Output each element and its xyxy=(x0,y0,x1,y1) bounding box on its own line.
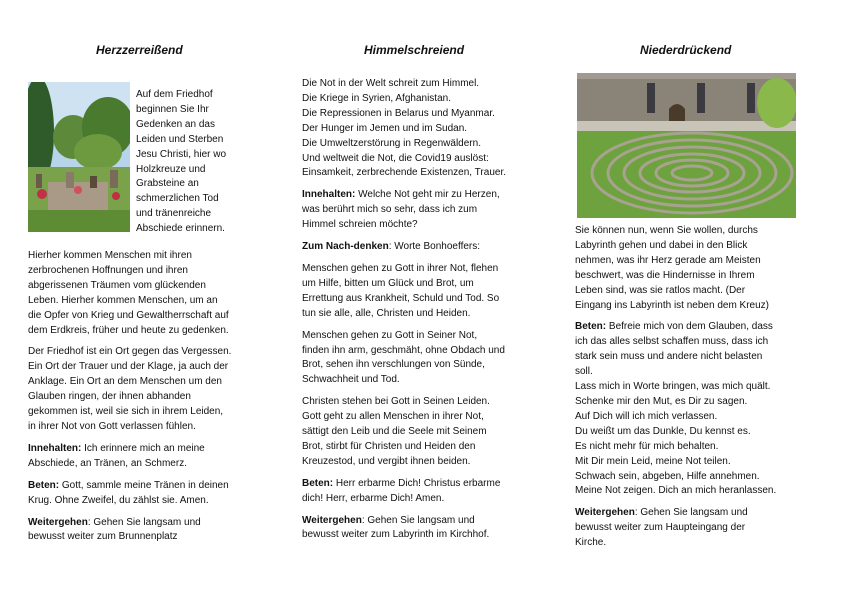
section-label: Weitergehen xyxy=(302,514,362,526)
text-line xyxy=(28,479,268,494)
text-line: Einsamkeit, zerbrechende Existenzen, Trauer. xyxy=(302,167,506,179)
paragraph xyxy=(302,188,547,233)
text-line: finden ihn arm, geschmäht, ohne Obdach und xyxy=(302,344,505,356)
text-span: Befreie mich von dem Glauben, dass xyxy=(606,321,773,333)
text-line xyxy=(575,320,805,335)
text-line xyxy=(302,477,547,492)
text-line: Und weltweit die Not, die Covid19 auslöst: xyxy=(302,152,489,164)
column-1-title: Herzzerreißend xyxy=(96,43,183,57)
text-line: um Hilfe, bitten um Glück und Brot, um xyxy=(302,277,474,289)
section-label: Zum Nach-denken xyxy=(302,241,389,253)
text-line: Sie können nun, wenn Sie wollen, durchs xyxy=(575,225,758,236)
paragraph xyxy=(28,249,268,338)
text-line: Die Umweltzerstörung in Regenwäldern. xyxy=(302,137,481,149)
text-line xyxy=(302,188,547,203)
text-line: Grabsteine an xyxy=(136,178,199,190)
paragraph xyxy=(28,479,268,509)
text-line: Gott geht zu allen Menschen in ihrer Not, xyxy=(302,411,484,423)
text-line: Schwach sein, abgeben, Hilfe annehmen. xyxy=(575,470,760,482)
column-2-title: Himmelschreiend xyxy=(364,43,465,57)
section-label: Innehalten: xyxy=(302,189,356,201)
text-line: nehmen, was ihr Herz gerade am Meisten xyxy=(575,254,761,266)
paragraph xyxy=(302,477,547,507)
text-line: Abschiede erinnern. xyxy=(136,223,225,235)
paragraph xyxy=(302,514,547,544)
text-line: Brot, sehen ihn verschlungen von Sünde, xyxy=(302,359,485,371)
text-span: : Worte Bonhoeffers: xyxy=(388,241,481,253)
paragraph xyxy=(28,345,268,434)
paragraph xyxy=(575,506,805,551)
text-span: Gott, sammle meine Tränen in deinen xyxy=(59,479,229,491)
text-line: Menschen gehen zu Gott in ihrer Not, flehen xyxy=(302,262,499,274)
text-line: die Opfer von Krieg und Gewaltherrschaft auf xyxy=(28,309,229,321)
text-line: Himmel schreien möchte? xyxy=(302,219,418,231)
section-label: Beten: xyxy=(302,477,334,489)
text-line: Leiden und Sterben xyxy=(136,133,224,145)
text-line xyxy=(302,514,547,529)
cemetery-intro xyxy=(136,88,226,237)
text-line: Auf Dich will ich mich verlassen. xyxy=(575,410,718,422)
text-line: Leben sind, was sie ratlos macht. (Der xyxy=(575,284,746,296)
text-line: schmerzlichen Tod xyxy=(136,193,219,205)
text-line: Ein Ort der Trauer und der Klage, ja auch der xyxy=(28,361,229,373)
text-line: Leben. Hierher kommen Menschen, um an xyxy=(28,294,218,306)
paragraph xyxy=(302,262,547,322)
text-line: Christen stehen bei Gott in Seinen Leiden. xyxy=(302,396,490,408)
text-line: bewusst weiter zum Labyrinth im Kirchhof. xyxy=(302,529,490,541)
text-line: Du weißt um das Dunkle, Du kennst es. xyxy=(575,425,751,437)
text-line: Schenke mir den Mut, es Dir zu sagen. xyxy=(575,395,748,407)
text-line xyxy=(28,442,268,457)
paragraph xyxy=(28,516,268,546)
text-line: in ihrer Not von Gott verlassen fühlen. xyxy=(28,420,196,432)
text-line: Hierher kommen Menschen mit ihren xyxy=(28,250,192,261)
text-line: tun sie alle, alle, Christen und Heiden. xyxy=(302,307,471,319)
labyrinth-photo xyxy=(577,73,796,218)
text-line: Die Repressionen in Belarus und Myanmar. xyxy=(302,107,495,119)
paragraph xyxy=(575,224,805,313)
text-span: : Gehen Sie langsam und xyxy=(361,514,475,526)
section-label: Weitergehen xyxy=(28,516,88,528)
column-3-title: Niederdrückend xyxy=(640,43,732,57)
text-line: soll. xyxy=(575,366,593,378)
text-line: Lass mich in Worte bringen, was mich quält. xyxy=(575,381,771,393)
section-label: Beten: xyxy=(575,321,607,333)
text-line: sättigt den Leib und die Seele mit Seinem xyxy=(302,426,487,438)
paragraph xyxy=(302,240,547,255)
text-line: Der Friedhof ist ein Ort gegen das Vergessen. xyxy=(28,346,232,358)
text-line: beginnen Sie Ihr xyxy=(136,103,209,115)
text-span: Herr erbarme Dich! Christus erbarme xyxy=(333,477,501,489)
text-line: Menschen gehen zu Gott in Seiner Not, xyxy=(302,329,478,341)
text-line: dich! Herr, erbarme Dich! Amen. xyxy=(302,492,445,504)
text-line: Es nicht mehr für mich behalten. xyxy=(575,440,719,452)
text-line: Labyrinth gehen und dabei in den Blick xyxy=(575,239,748,251)
text-line: Glauben ringen, der ihnen abhanden xyxy=(28,391,191,403)
text-line: ich das alles selbst schaffen muss, dass ich xyxy=(575,336,769,348)
text-span: Welche Not geht mir zu Herzen, xyxy=(355,189,500,201)
text-line: Schwachheit und Tod. xyxy=(302,374,400,386)
text-line: Holzkreuze und xyxy=(136,163,206,175)
text-line: bewusst weiter zum Brunnenplatz xyxy=(28,531,178,543)
paragraph xyxy=(302,77,547,181)
text-line: bewusst weiter zum Haupteingang der xyxy=(575,522,746,534)
section-label: Innehalten: xyxy=(28,442,82,454)
text-line: Jesu Christi, hier wo xyxy=(136,148,227,160)
text-line: Krug. Ohne Zweifel, du zählst sie. Amen. xyxy=(28,494,209,506)
text-line: gekommen ist, weil sie sich in ihrem Leiden, xyxy=(28,406,224,418)
text-line: Eingang ins Labyrinth ist neben dem Kreuz) xyxy=(575,299,770,311)
paragraph xyxy=(302,329,547,389)
text-line: zerbrochenen Hoffnungen und ihren xyxy=(28,264,188,276)
text-span: Ich erinnere mich an meine xyxy=(81,442,205,454)
text-line: beschwert, was die Hindernisse in Ihrem xyxy=(575,269,755,281)
text-line: was berührt mich so sehr, dass ich zum xyxy=(302,204,478,216)
text-line: Errettung aus Krankheit, Schuld und Tod. So xyxy=(302,292,500,304)
text-line xyxy=(302,240,547,255)
text-line: Der Hunger im Jemen und im Sudan. xyxy=(302,122,468,134)
text-line: Abschiede, an Tränen, an Schmerz. xyxy=(28,457,187,469)
paragraph xyxy=(302,395,547,470)
text-line: Anklage. Ein Ort an dem Menschen um den xyxy=(28,376,222,388)
text-line: Auf dem Friedhof xyxy=(136,89,213,100)
text-line: dem Erdkreis, früher und heute zu gedenken. xyxy=(28,324,229,336)
text-line: Kreuzestod, und vergibt ihnen beiden. xyxy=(302,455,471,467)
text-line: Meine Not zeigen. Dich an mich heranlassen. xyxy=(575,485,777,497)
text-line: Gedenken an das xyxy=(136,118,215,130)
text-span: : Gehen Sie langsam und xyxy=(634,507,748,519)
cemetery-photo xyxy=(28,82,130,232)
text-span: : Gehen Sie langsam und xyxy=(87,516,201,528)
text-line: und tränenreiche xyxy=(136,208,212,220)
text-line: Mit Dir mein Leid, meine Not teilen. xyxy=(575,455,731,467)
section-label: Beten: xyxy=(28,479,60,491)
text-line: stark sein muss und andere nicht belasten xyxy=(575,351,763,363)
paragraph xyxy=(28,442,268,472)
text-line xyxy=(28,516,268,531)
text-line: abgerissenen Träumen vom glückenden xyxy=(28,279,206,291)
paragraph xyxy=(575,320,805,499)
text-line: Kirche. xyxy=(575,537,607,549)
text-line: Die Kriege in Syrien, Afghanistan. xyxy=(302,92,451,104)
text-line xyxy=(575,506,805,521)
text-line: Die Not in der Welt schreit zum Himmel. xyxy=(302,78,480,89)
text-line: Brot, stirbt für Christen und Heiden den xyxy=(302,440,476,452)
section-label: Weitergehen xyxy=(575,507,635,519)
